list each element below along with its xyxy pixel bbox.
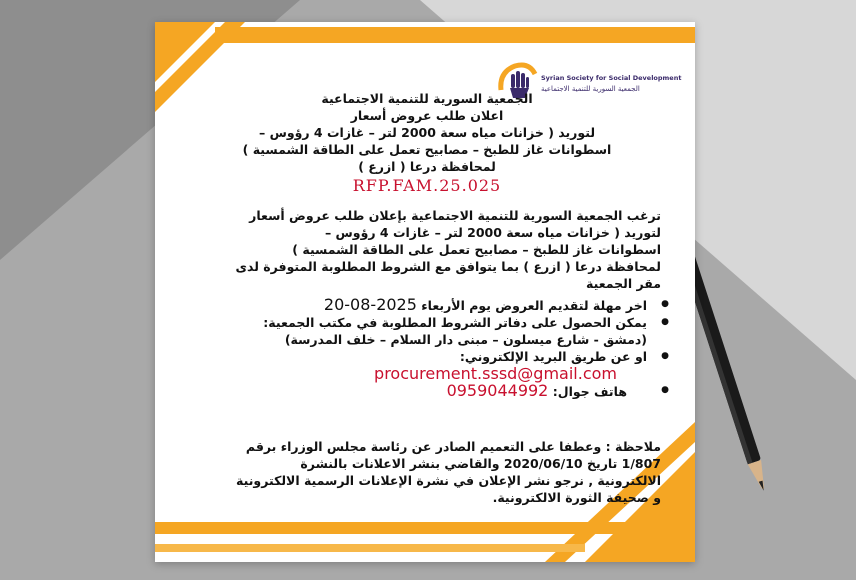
note-line-1: ملاحظة : وعطفا على التعميم الصادر عن رئاسة مجلس الوزراء برقم xyxy=(245,439,661,454)
obtain-text: ● يمكن الحصول على دفاتر الشروط المطلوبة في مكتب الجمعية: xyxy=(263,315,647,330)
body-line-4: لمحافظة درعا ( ازرع ) بما يتوافق مع الشروط المطلوبة المتوفرة لدى xyxy=(235,259,661,274)
office-address: (دمشق - شارع ميسلون – مبنى دار السلام – خلف المدرسة) xyxy=(284,332,647,347)
logo-name-ar: الجمعية السورية للتنمية الاجتماعية xyxy=(541,85,640,93)
list-item-obtain xyxy=(177,314,647,348)
note-line-3: الالكترونية , نرجو نشر الإعلان في نشرة الإعلانات الرسمية الالكترونية xyxy=(236,473,661,488)
details-list xyxy=(177,296,677,365)
announcement-title: اعلان طلب عروض أسعار xyxy=(350,108,504,123)
list-item-deadline xyxy=(177,296,647,314)
deadline-label: اخر مهلة لتقديم العروض يوم الأربعاء xyxy=(421,298,647,313)
announcement-content xyxy=(177,90,677,506)
email-label: ● او عن طريق البريد الإلكتروني: xyxy=(459,349,647,364)
supply-line-2: اسطوانات غاز للطبخ – مصابيح تعمل على الطاقة الشمسية ) xyxy=(242,142,612,157)
phone-number[interactable]: 0959044992 xyxy=(446,381,549,400)
supply-location: لمحافظة درعا ( ازرع ) xyxy=(358,159,496,174)
list-item-email xyxy=(177,348,647,365)
note-paragraph xyxy=(177,438,677,506)
org-name: الجمعية السورية للتنمية الاجتماعية xyxy=(321,91,533,106)
deadline-date: 2025-08-20 xyxy=(323,295,417,314)
decorative-bottom-bar xyxy=(155,522,625,534)
note-line-4: و صحيفة الثورة الالكترونية. xyxy=(492,490,661,505)
decorative-bottom-bar-thin xyxy=(155,544,585,552)
supply-line-1: لتوريد ( خزانات مياه سعة 2000 لتر – غازات 4 رؤوس – xyxy=(258,125,596,140)
email-link[interactable]: procurement.sssd@gmail.com xyxy=(374,364,617,383)
body-line-2: لتوريد ( خزانات مياه سعة 2000 لتر – غازات 4 رؤوس – xyxy=(324,225,661,240)
rfp-reference: RFP.FAM.25.025 xyxy=(352,176,502,195)
note-line-2: 1/807 تاريخ 2020/06/10 والقاضي بنشر الاعلانات بالنشرة xyxy=(300,456,661,471)
logo-name-en: Syrian Society for Social Development xyxy=(541,74,682,82)
decorative-top-bar xyxy=(215,27,695,43)
phone-list xyxy=(177,382,677,400)
body-line-5: مقر الجمعية xyxy=(586,276,661,291)
announcement-document xyxy=(155,22,695,562)
body-line-3: اسطوانات غاز للطبخ – مصابيح تعمل على الطاقة الشمسية ) xyxy=(292,242,661,257)
phone-label: هاتف جوال: xyxy=(552,384,627,399)
list-item-phone xyxy=(177,382,647,400)
body-line-1: ترغب الجمعية السورية للتنمية الاجتماعية بإعلان طلب عروض أسعار xyxy=(249,208,661,223)
